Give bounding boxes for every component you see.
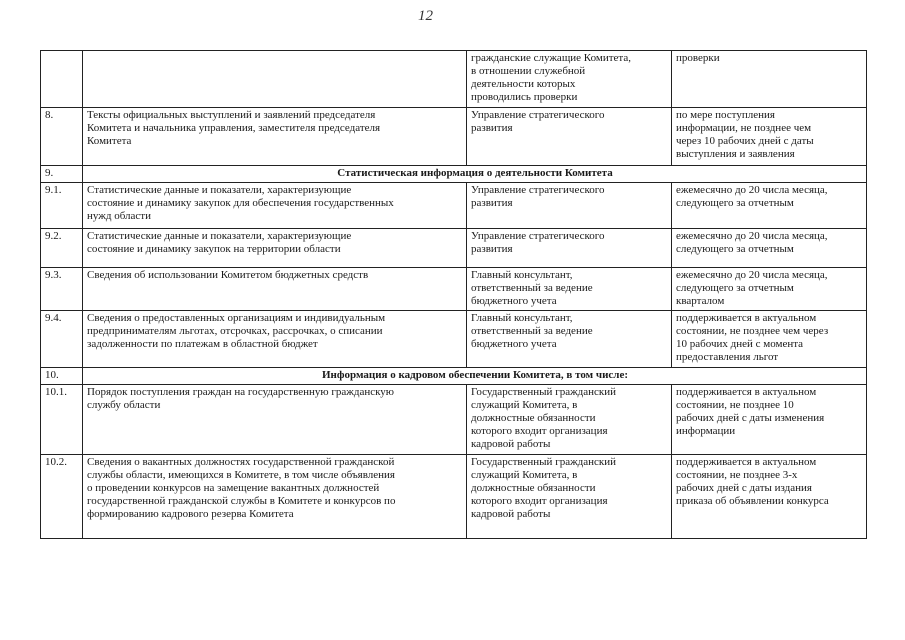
cell-term [672,51,867,108]
document-table [40,50,867,539]
cell-number [41,51,83,108]
term-text-line: выступления и заявления [676,148,795,160]
name-text-line: Сведения о предоставленных организациям и индивидуальным [87,312,386,324]
responsible-text-line: Главный консультант, [471,269,573,281]
cell-name [83,268,467,311]
term-text-line: через 10 рабочих дней с даты [676,135,814,147]
name-text-line: состояние и динамику закупок на территории области [87,243,341,255]
table-body [41,51,867,539]
term-text-line: проверки [676,52,720,64]
responsible-text-line: которого входит организация [471,425,608,437]
cell-term [672,455,867,539]
cell-responsible [467,183,672,229]
name-text-line: о проведении конкурсов на замещение вакантных должностей [87,482,380,494]
term-text-line: информации [676,425,736,437]
table-row [41,311,867,368]
term-text-line: следующего за отчетным [676,282,794,294]
cell-term [672,183,867,229]
name-text-line: Сведения о вакантных должностях государственной гражданской [87,456,395,468]
responsible-text-line: гражданские служащие Комитета, [471,52,631,64]
responsible-text-line: Управление стратегического [471,230,605,242]
responsible-text-line: служащий Комитета, в [471,469,578,481]
cell-responsible [467,229,672,268]
cell-number: 9.3. [41,268,83,311]
cell-name [83,183,467,229]
term-text-line: ежемесячно до 20 числа месяца, [676,184,828,196]
responsible-text-line: кадровой работы [471,508,551,520]
table-row [41,268,867,311]
responsible-text-line: Управление стратегического [471,109,605,121]
name-text-line: Комитета [87,135,132,147]
cell-term [672,268,867,311]
cell-number: 10.1. [41,385,83,455]
term-text-line: поддерживается в актуальном [676,456,817,468]
responsible-text-line: развития [471,243,513,255]
term-text-line: рабочих дней с даты изменения [676,412,825,424]
term-text-line: приказа об объявлении конкурса [676,495,829,507]
table-row [41,229,867,268]
cell-responsible [467,311,672,368]
term-text-line: состоянии, не позднее 10 [676,399,794,411]
responsible-text-line: должностные обязанности [471,412,596,424]
term-text-line: предоставления льгот [676,351,779,363]
term-text-line: информации, не позднее чем [676,122,812,134]
name-text-line: Комитета и начальника управления, заместителя председателя [87,122,381,134]
table-row [41,51,867,108]
responsible-text-line: которого входит организация [471,495,608,507]
cell-name [83,385,467,455]
table-row [41,108,867,166]
cell-name [83,455,467,539]
responsible-text-line: деятельности которых [471,78,576,90]
responsible-text-line: должностные обязанности [471,482,596,494]
cell-number: 9.4. [41,311,83,368]
term-text-line: по мере поступления [676,109,775,121]
responsible-text-line: развития [471,197,513,209]
cell-term [672,311,867,368]
responsible-text-line: проводились проверки [471,91,578,103]
section-title: Информация о кадровом обеспечении Комитета, в том числе: [83,368,867,385]
table-row [41,385,867,455]
term-text-line: кварталом [676,295,725,307]
cell-term [672,229,867,268]
cell-responsible [467,108,672,166]
cell-responsible [467,385,672,455]
responsible-text-line: Государственный гражданский [471,386,617,398]
cell-number: 9.1. [41,183,83,229]
name-text-line: государственной гражданской службы в Комитете и конкурсов по [87,495,396,507]
cell-number: 10. [41,368,83,385]
cell-name [83,108,467,166]
name-text-line: Тексты официальных выступлений и заявлений председателя [87,109,376,121]
responsible-text-line: ответственный за ведение [471,282,593,294]
section-row [41,166,867,183]
responsible-text-line: Государственный гражданский [471,456,617,468]
cell-name [83,51,467,108]
cell-number: 9.2. [41,229,83,268]
name-text-line: Порядок поступления граждан на государственную гражданскую [87,386,394,398]
term-text-line: ежемесячно до 20 числа месяца, [676,230,828,242]
name-text-line: службу области [87,399,161,411]
table-row [41,455,867,539]
name-text-line: службы области, имеющихся в Комитете, в том числе объявления [87,469,395,481]
cell-term [672,385,867,455]
responsible-text-line: бюджетного учета [471,295,557,307]
responsible-text-line: кадровой работы [471,438,551,450]
section-title: Статистическая информация о деятельности Комитета [83,166,867,183]
term-text-line: следующего за отчетным [676,243,794,255]
name-text-line: Статистические данные и показатели, характеризующие [87,184,352,196]
term-text-line: состоянии, не позднее 3-х [676,469,798,481]
page-number: 12 [418,8,433,24]
name-text-line: Статистические данные и показатели, характеризующие [87,230,352,242]
name-text-line: предпринимателям льготах, отсрочках, рассрочках, о списании [87,325,383,337]
name-text-line: нужд области [87,210,151,222]
term-text-line: поддерживается в актуальном [676,312,817,324]
name-text-line: состояние и динамику закупок для обеспечения государственных [87,197,394,209]
term-text-line: ежемесячно до 20 числа месяца, [676,269,828,281]
cell-number: 8. [41,108,83,166]
responsible-text-line: ответственный за ведение [471,325,593,337]
term-text-line: рабочих дней с даты издания [676,482,812,494]
cell-name [83,229,467,268]
cell-number: 9. [41,166,83,183]
name-text-line: задолженности по платежам в областной бюджет [87,338,318,350]
responsible-text-line: в отношении служебной [471,65,586,77]
cell-name [83,311,467,368]
term-text-line: следующего за отчетным [676,197,794,209]
cell-term [672,108,867,166]
responsible-text-line: бюджетного учета [471,338,557,350]
cell-number: 10.2. [41,455,83,539]
responsible-text-line: Управление стратегического [471,184,605,196]
responsible-text-line: Главный консультант, [471,312,573,324]
section-row [41,368,867,385]
term-text-line: состоянии, не позднее чем через [676,325,829,337]
responsible-text-line: служащий Комитета, в [471,399,578,411]
name-text-line: Сведения об использовании Комитетом бюджетных средств [87,269,369,281]
table-row [41,183,867,229]
cell-responsible [467,268,672,311]
cell-responsible [467,455,672,539]
term-text-line: 10 рабочих дней с момента [676,338,804,350]
name-text-line: формированию кадрового резерва Комитета [87,508,294,520]
responsible-text-line: развития [471,122,513,134]
term-text-line: поддерживается в актуальном [676,386,817,398]
cell-responsible [467,51,672,108]
